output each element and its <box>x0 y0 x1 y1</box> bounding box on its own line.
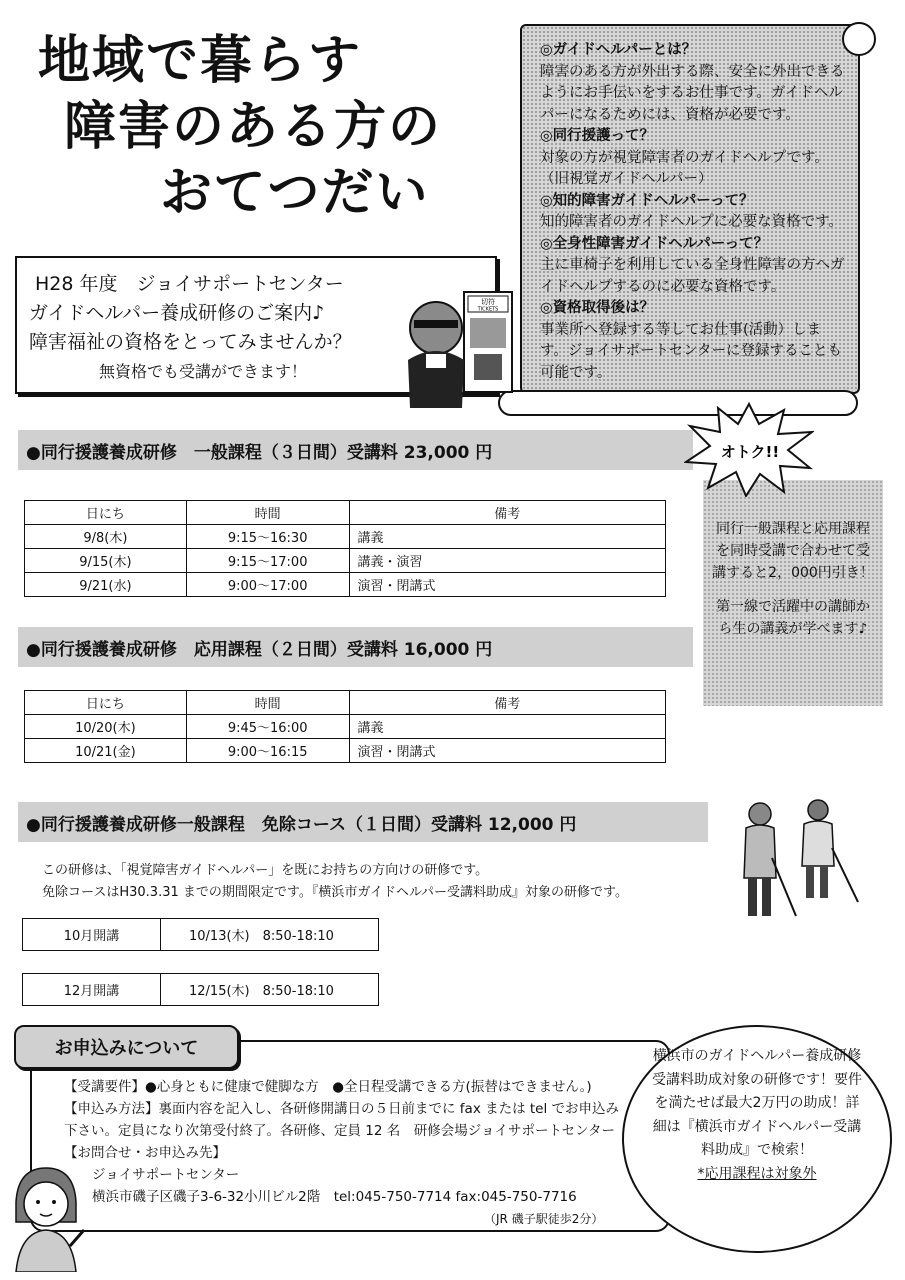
application-tab: お申込みについて <box>14 1025 239 1069</box>
ticket-sign-line-1: 切符 <box>481 298 495 306</box>
cell-note: 演習・閉講式 <box>349 739 665 763</box>
title-line-2: 障害のある方の <box>64 97 443 157</box>
info-scroll <box>520 24 860 394</box>
table-row <box>25 739 666 763</box>
title-line-1: 地域で暮らす <box>38 31 363 91</box>
page-title <box>30 28 510 226</box>
organization-name: ジョイサポートセンター <box>92 1167 240 1183</box>
session-detail: 12/15(木) 8:50-18:10 <box>189 984 334 999</box>
course2-header: ●同行援護養成研修 応用課程（２日間）受講料 16,000 円 <box>18 627 693 667</box>
course1-header: ●同行援護養成研修 一般課程（３日間）受講料 23,000 円 <box>18 430 693 470</box>
cell-date: 10/20(木) <box>25 715 187 739</box>
col-header-time: 時間 <box>186 501 349 525</box>
access-note: （JR 磯子駅徒歩2分） <box>484 1212 604 1226</box>
table-row <box>25 549 666 573</box>
info-heading: ◎資格取得後は？ <box>540 300 655 316</box>
ticket-sign-line-2: TICKETS <box>477 306 499 313</box>
session-row <box>22 918 379 951</box>
col-header-time: 時間 <box>186 691 349 715</box>
cell-time: 9:15〜16:30 <box>186 525 349 549</box>
cell-note: 講義 <box>349 525 665 549</box>
course1-table <box>24 500 666 597</box>
course3-notes <box>42 860 628 904</box>
table-row <box>25 573 666 597</box>
info-heading: ◎全身性障害ガイドヘルパーって？ <box>540 235 769 252</box>
table-row <box>25 715 666 739</box>
info-heading: ◎ガイドヘルパーとは？ <box>540 42 697 58</box>
cell-note: 演習・閉講式 <box>349 573 665 597</box>
address-line: 横浜市磯子区磯子3-6-32小川ビル2階 tel:045-750-7714 fax:045-750-7716 <box>92 1189 577 1205</box>
cell-date: 9/15(木) <box>25 549 187 573</box>
instructor-text: 第一線で活躍中の講師から生の講義が学べます♪ <box>716 599 870 637</box>
col-header-note: 備考 <box>349 691 665 715</box>
contact-heading: 【お問合せ・お申込み先】 <box>64 1145 226 1161</box>
cell-date: 9/8(木) <box>25 525 187 549</box>
announce-line-1: H28 年度 ジョイサポートセンター <box>35 273 344 295</box>
cell-time: 9:15〜17:00 <box>186 549 349 573</box>
table-row <box>25 525 666 549</box>
table-header-row <box>25 501 666 525</box>
info-body: 障害のある方が外出する際、安全に外出できるようにお手伝いをするお仕事です。ガイドヘルパーになるためには、資格が必要です。 <box>540 63 845 123</box>
discount-panel <box>703 480 883 706</box>
title-line-3: おてつだい <box>160 163 430 223</box>
course3-note-1: この研修は、「視覚障害ガイドヘルパー」を既にお持ちの方向けの研修です。 <box>42 863 489 878</box>
info-heading: ◎同行援護って？ <box>540 128 655 144</box>
subsidy-text: 横浜市のガイドヘルパー養成研修受講料助成対象の研修です！要件を満たせば最大2万円の助成！詳細は『横浜市ガイドヘルパー受講料助成』で検索！ <box>652 1048 862 1158</box>
info-body: 主に車椅子を利用している全身性障害の方へガイドヘルプするのに必要な資格です。 <box>540 257 845 295</box>
requirements: 【受講要件】●心身ともに健康で健脚な方 ●全日程受講できる方(振替はできません。) <box>64 1079 592 1095</box>
info-body: 対象の方が視覚障害者のガイドヘルプです。（旧視覚ガイドヘルパー） <box>540 149 829 187</box>
course3-note-2: 免除コースはH30.3.31 までの期間限定です。『横浜市ガイドヘルパー受講料助成』対象の研修です。 <box>42 885 628 900</box>
session-month: 10月開講 <box>23 919 161 950</box>
announce-line-4: 無資格でも受講ができます！ <box>99 362 308 381</box>
woman-illustration <box>6 1162 88 1272</box>
cell-date: 10/21(金) <box>25 739 187 763</box>
burst-label: オトク!! <box>720 443 780 461</box>
cell-time: 9:45〜16:00 <box>186 715 349 739</box>
ticket-machine-illustration <box>400 290 515 410</box>
col-header-date: 日にち <box>25 691 187 715</box>
session-detail: 10/13(木) 8:50-18:10 <box>189 929 334 944</box>
discount-text: 同行一般課程と応用課程を同時受講で合わせて受講すると2，000円引き！ <box>712 521 874 581</box>
application-body <box>64 1076 619 1230</box>
col-header-note: 備考 <box>349 501 665 525</box>
info-body: 知的障害者のガイドヘルプに必要な資格です。 <box>540 214 843 230</box>
cell-time: 9:00〜16:15 <box>186 739 349 763</box>
course3-header: ●同行援護養成研修一般課程 免除コース（１日間）受講料 12,000 円 <box>18 802 708 842</box>
subsidy-note: *応用課程は対象外 <box>697 1165 817 1182</box>
course2-table <box>24 690 666 763</box>
info-body: 事業所へ登録する等してお仕事(活動）します。ジョイサポートセンターに登録することも可能です。 <box>540 321 843 381</box>
cell-note: 講義 <box>349 715 665 739</box>
otoku-starburst <box>684 402 814 497</box>
cell-date: 9/21(水) <box>25 573 187 597</box>
info-heading: ◎知的障害ガイドヘルパーって？ <box>540 192 754 209</box>
session-month: 12月開講 <box>23 974 161 1005</box>
method-line-2: 下さい。定員になり次第受付終了。各研修、定員 12 名 研修会場ジョイサポートセンター <box>64 1123 616 1139</box>
subsidy-oval <box>622 1025 892 1253</box>
session-row <box>22 973 379 1006</box>
scroll-curl-top <box>842 22 876 56</box>
announce-line-3: 障害福祉の資格をとってみませんか？ <box>29 331 352 353</box>
cell-note: 講義・演習 <box>349 549 665 573</box>
col-header-date: 日にち <box>25 501 187 525</box>
table-header-row <box>25 691 666 715</box>
method-line-1: 【申込み方法】裏面内容を記入し、各研修開講日の５日前までに fax または tel でお申込み <box>64 1101 620 1117</box>
announce-line-2: ガイドヘルパー養成研修のご案内♪ <box>29 302 325 324</box>
cell-time: 9:00〜17:00 <box>186 573 349 597</box>
guide-helper-illustration <box>732 798 862 923</box>
